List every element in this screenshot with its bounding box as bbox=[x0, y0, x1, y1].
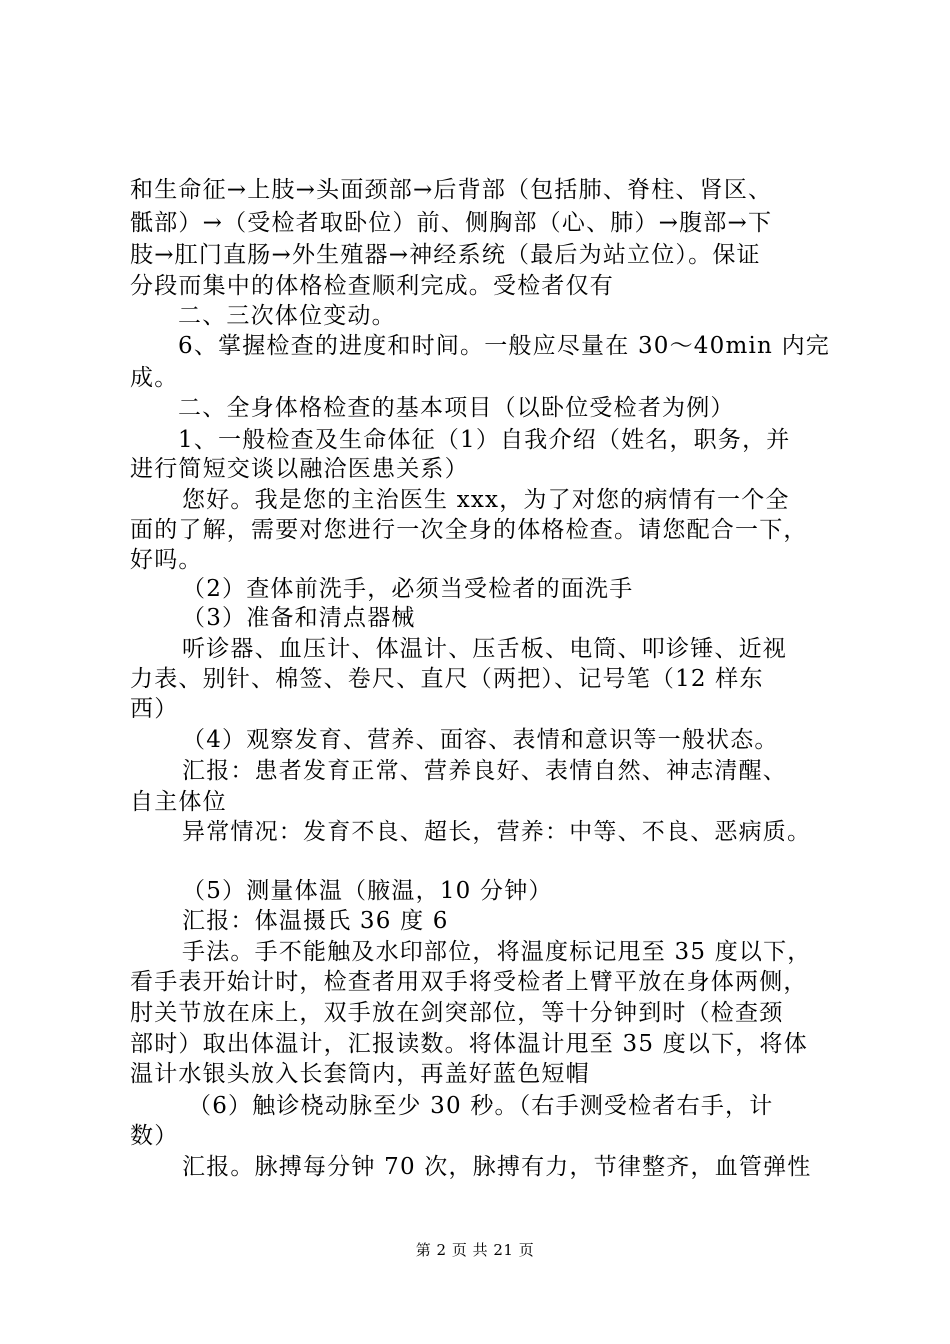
text-line: 手法。手不能触及水印部位，将温度标记甩至 35 度以下， bbox=[182, 939, 812, 965]
text-line: 汇报：患者发育正常、营养良好、表情自然、神志清醒、 bbox=[182, 758, 787, 784]
text-line: （4）观察发育、营养、面容、表情和意识等一般状态。 bbox=[182, 727, 779, 753]
text-line: 西） bbox=[130, 696, 179, 722]
text-line: 好吗。 bbox=[130, 547, 203, 573]
text-line: 骶部）→（受检者取卧位）前、侧胸部（心、肺）→腹部→下 bbox=[130, 210, 773, 236]
text-line: 温计水银头放入长套筒内，再盖好蓝色短帽 bbox=[130, 1061, 590, 1087]
text-line: 数） bbox=[130, 1123, 179, 1149]
text-line: 您好。我是您的主治医生 xxx，为了对您的病情有一个全 bbox=[182, 487, 790, 513]
text-line: 听诊器、血压计、体温计、压舌板、电筒、叩诊锤、近视 bbox=[182, 636, 787, 662]
text-line: （5）测量体温（腋温，10 分钟） bbox=[182, 878, 553, 904]
text-line: 肘关节放在床上，双手放在剑突部位，等十分钟到时（检查颈 bbox=[130, 1000, 784, 1026]
text-line: 和生命征→上肢→头面颈部→后背部（包括肺、脊柱、肾区、 bbox=[130, 177, 773, 203]
text-line: 成。 bbox=[130, 365, 179, 391]
text-line: 面的了解，需要对您进行一次全身的体格检查。请您配合一下， bbox=[130, 517, 808, 543]
text-line: 汇报。脉搏每分钟 70 次，脉搏有力，节律整齐，血管弹性 bbox=[182, 1154, 812, 1180]
text-line: 自主体位 bbox=[130, 789, 227, 815]
text-line: （6）触诊桡动脉至少 30 秒。（右手测受检者右手，计 bbox=[188, 1093, 774, 1119]
text-line: 6、掌握检查的进度和时间。一般应尽量在 30～40min 内完 bbox=[178, 333, 830, 359]
text-line: 力表、别针、棉签、卷尺、直尺（两把）、记号笔（12 样东 bbox=[130, 666, 764, 692]
text-line: 看手表开始计时，检查者用双手将受检者上臂平放在身体两侧， bbox=[130, 969, 808, 995]
page-number-footer: 第 2 页 共 21 页 bbox=[415, 1241, 535, 1259]
text-line: 汇报：体温摄氏 36 度 6 bbox=[182, 908, 449, 934]
text-line: 部时）取出体温计，汇报读数。将体温计甩至 35 度以下，将体 bbox=[130, 1031, 808, 1057]
section-heading: 二、全身体格检查的基本项目（以卧位受检者为例） bbox=[178, 395, 735, 421]
text-line: （3）准备和清点器械 bbox=[182, 605, 416, 631]
text-line: 异常情况：发育不良、超长，营养：中等、不良、恶病质。 bbox=[182, 819, 812, 845]
text-line: （2）查体前洗手，必须当受检者的面洗手 bbox=[182, 576, 634, 602]
text-line: 二、三次体位变动。 bbox=[178, 303, 396, 329]
text-line: 进行简短交谈以融洽医患关系） bbox=[130, 456, 469, 482]
text-line: 1、一般检查及生命体征（1）自我介绍（姓名，职务，并 bbox=[178, 427, 791, 453]
text-line: 肢→肛门直肠→外生殖器→神经系统（最后为站立位）。保证 bbox=[130, 242, 761, 268]
text-line: 分段而集中的体格检查顺利完成。受检者仅有 bbox=[130, 273, 614, 299]
